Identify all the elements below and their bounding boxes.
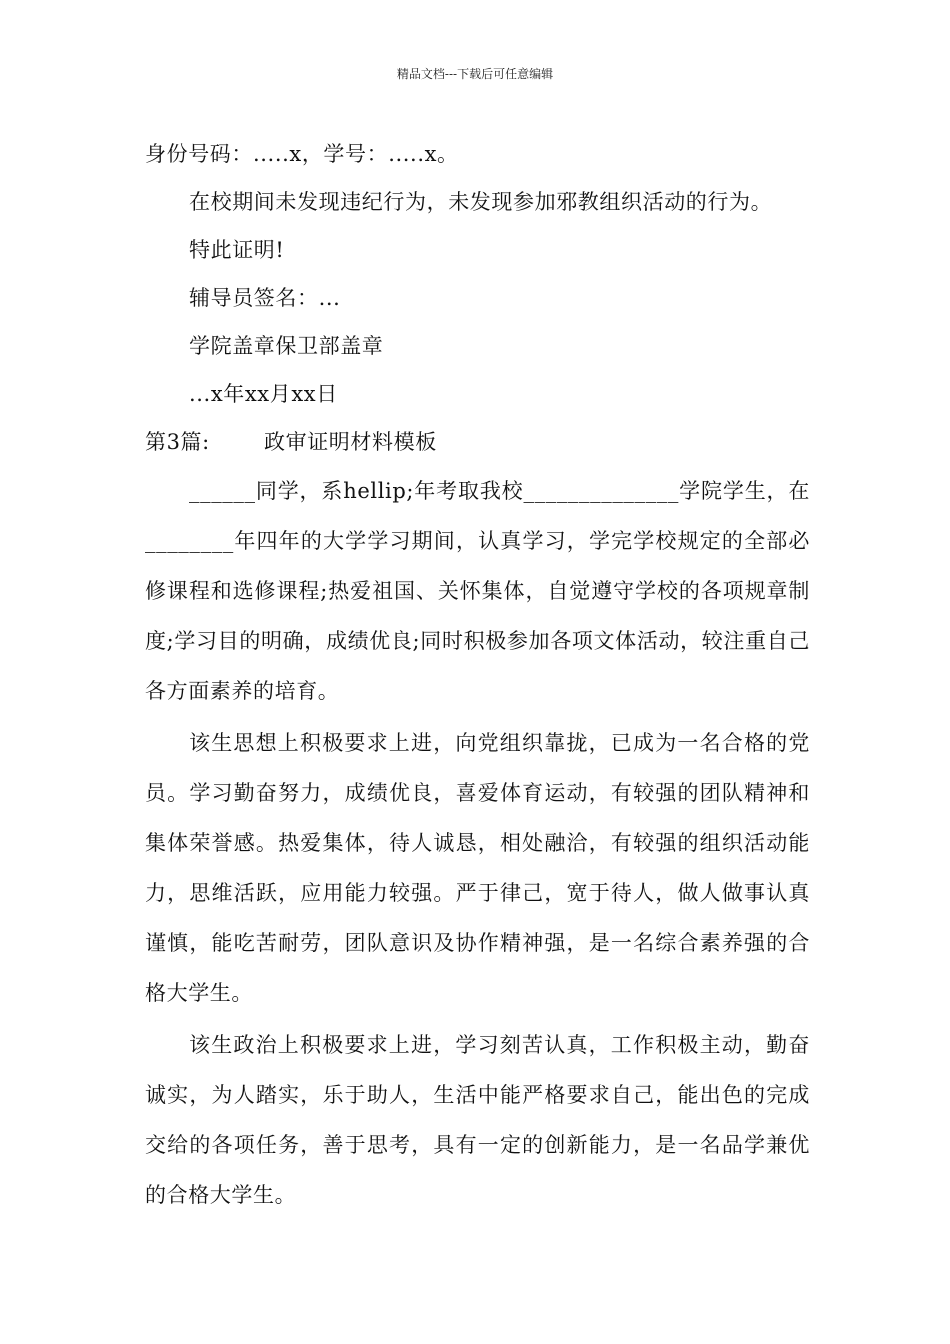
paragraph-1: ______同学，系hellip;年考取我校______________学院学生，在________年四年的大学学习期间，认真学习，学完学校规定的全部必修课程和选修课程;热爱祖国、关怀集体，自觉遵守学校的各项规章制度;学习目的明确，成绩优良;同时积极参加各项文体活动，较注重自己各方面素养的培育。: [145, 479, 810, 703]
header-note: 精品文档---下载后可任意编辑: [396, 67, 554, 81]
seal-line: 学院盖章保卫部盖章: [189, 334, 384, 358]
section-title: 政审证明材料模板: [264, 430, 437, 454]
document-content: [145, 130, 810, 1220]
date-line: ...x年xx月xx日: [189, 382, 338, 406]
certification-line: 特此证明!: [189, 238, 285, 262]
conduct-statement: 在校期间未发现违纪行为，未发现参加邪教组织活动的行为。: [189, 190, 773, 214]
section-heading: [145, 418, 810, 466]
paragraph-3: 该生政治上积极要求上进，学习刻苦认真，工作积极主动，勤奋诚实，为人踏实，乐于助人，生活中能严格要求自己，能出色的完成交给的各项任务，善于思考，具有一定的创新能力，是一名品学兼优的合格大学生。: [145, 1033, 810, 1207]
section-label: 第3篇:: [145, 430, 210, 454]
id-number-line: 身份号码：.....x，学号：.....x。: [145, 142, 459, 166]
counselor-signature-line: 辅导员签名：...: [189, 286, 341, 310]
paragraph-2: 该生思想上积极要求上进，向党组织靠拢，已成为一名合格的党员。学习勤奋努力，成绩优良，喜爱体育运动，有较强的团队精神和集体荣誉感。热爱集体，待人诚恳，相处融洽，有较强的组织活动能力，思维活跃，应用能力较强。严于律己，宽于待人，做人做事认真谨慎，能吃苦耐劳，团队意识及协作精神强，是一名综合素养强的合格大学生。: [145, 731, 810, 1005]
